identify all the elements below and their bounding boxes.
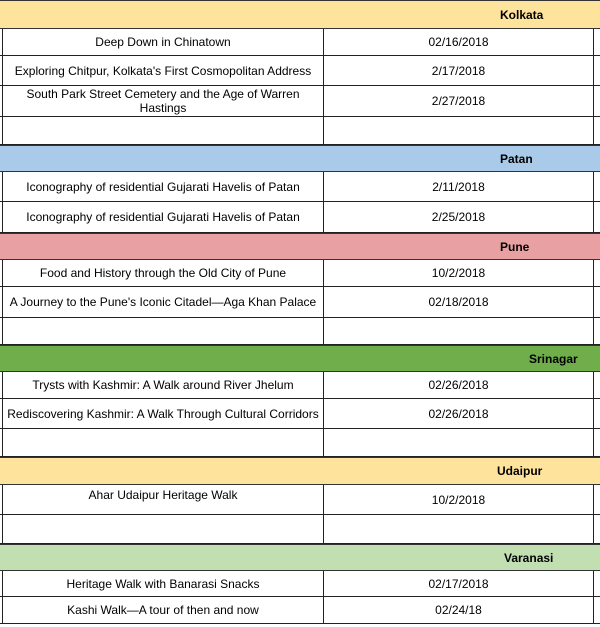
walk-date: 02/24/18 — [324, 597, 594, 623]
empty-cell — [2, 117, 324, 144]
walk-title: A Journey to the Pune's Iconic Citadel—Aga Khan Palace — [2, 287, 324, 317]
city-name: Pune — [500, 239, 530, 254]
table-row — [0, 86, 600, 117]
city-name: Udaipur — [497, 464, 543, 478]
empty-cell — [324, 117, 594, 144]
walk-date: 02/18/2018 — [324, 287, 594, 317]
walk-title: Kashi Walk—A tour of then and now — [2, 597, 324, 623]
walk-title: Iconography of residential Gujarati Havelis of Patan — [2, 172, 324, 201]
section-header-kolkata — [0, 0, 600, 29]
walk-title: Exploring Chitpur, Kolkata's First Cosmopolitan Address — [2, 56, 324, 85]
walk-title: South Park Street Cemetery and the Age of Warren Hastings — [2, 86, 324, 116]
walk-title: Food and History through the Old City of Pune — [2, 260, 324, 286]
city-name: Patan — [500, 151, 533, 166]
walk-title: Deep Down in Chinatown — [2, 29, 324, 55]
section-header-patan — [0, 145, 600, 172]
walk-date: 2/27/2018 — [324, 86, 594, 116]
section-header-srinagar — [0, 345, 600, 372]
table-row — [0, 202, 600, 233]
section-header-udaipur — [0, 457, 600, 485]
table-row — [0, 287, 600, 318]
city-name: Kolkata — [500, 7, 544, 22]
empty-cell — [324, 318, 594, 344]
empty-cell — [324, 515, 594, 543]
table-row — [0, 597, 600, 624]
walk-date: 02/26/2018 — [324, 399, 594, 428]
table-row — [0, 260, 600, 287]
empty-row — [0, 515, 600, 544]
empty-cell — [2, 318, 324, 344]
walk-date: 2/25/2018 — [324, 202, 594, 232]
walk-date: 2/17/2018 — [324, 56, 594, 85]
table-row — [0, 571, 600, 597]
empty-row — [0, 318, 600, 345]
walk-title: Heritage Walk with Banarasi Snacks — [2, 571, 324, 596]
city-name: Srinagar — [529, 351, 578, 366]
section-header-varanasi — [0, 544, 600, 571]
empty-row — [0, 117, 600, 145]
table-row — [0, 29, 600, 56]
empty-cell — [324, 429, 594, 456]
walk-date: 02/26/2018 — [324, 372, 594, 398]
walk-date: 02/17/2018 — [324, 571, 594, 596]
section-header-pune — [0, 233, 600, 260]
table-row — [0, 399, 600, 429]
walk-title: Rediscovering Kashmir: A Walk Through Cultural Corridors — [2, 399, 324, 428]
walk-title: Ahar Udaipur Heritage Walk — [2, 485, 324, 514]
walk-date: 10/2/2018 — [324, 260, 594, 286]
table-row — [0, 372, 600, 399]
walk-title: Trysts with Kashmir: A Walk around River Jhelum — [2, 372, 324, 398]
walk-date: 10/2/2018 — [324, 485, 594, 514]
empty-cell — [2, 515, 324, 543]
empty-cell — [2, 429, 324, 456]
table-row — [0, 56, 600, 86]
walk-date: 02/16/2018 — [324, 29, 594, 55]
table-row — [0, 172, 600, 202]
city-name: Varanasi — [504, 550, 554, 565]
walk-date: 2/11/2018 — [324, 172, 594, 201]
table-row — [0, 485, 600, 515]
walk-title: Iconography of residential Gujarati Havelis of Patan — [2, 202, 324, 232]
empty-row — [0, 429, 600, 457]
